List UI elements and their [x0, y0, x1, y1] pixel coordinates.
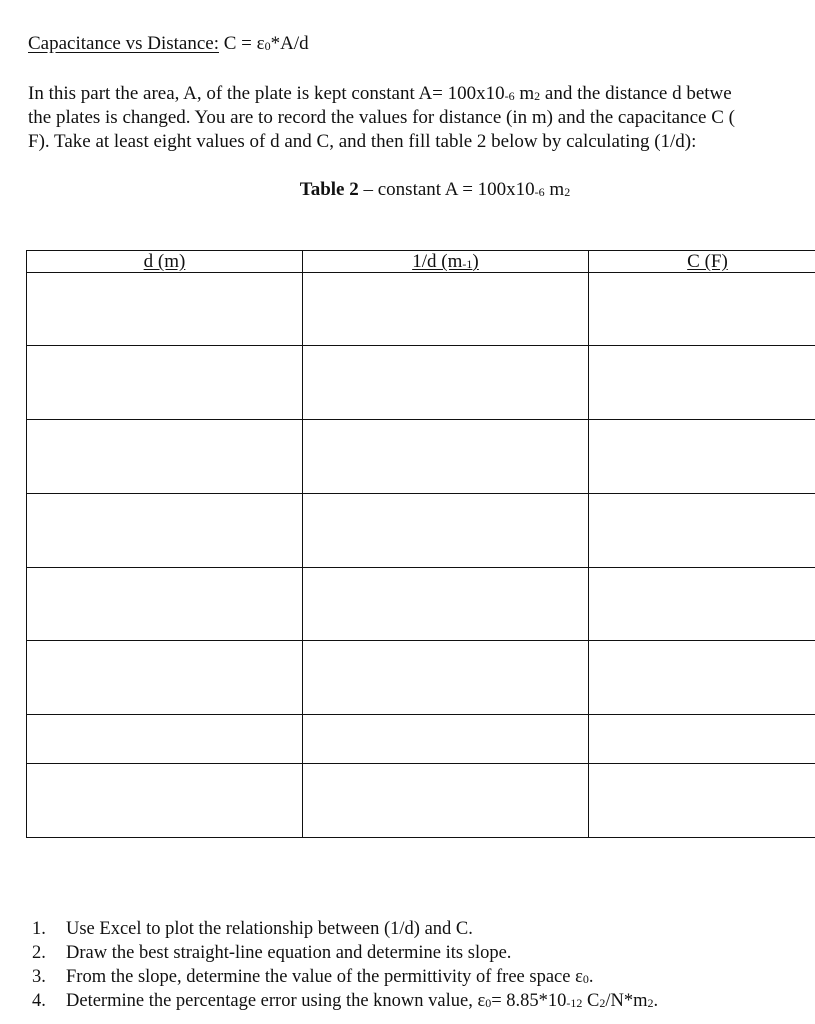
cell-inverse-distance[interactable]: [303, 568, 589, 641]
cell-capacitance[interactable]: [589, 764, 815, 838]
data-table: [26, 250, 815, 838]
table-row: [27, 764, 815, 838]
table-header-row: [27, 251, 815, 273]
table-row: [27, 494, 815, 568]
table-row: [27, 420, 815, 494]
list-item: 3. From the slope, determine the value of the permittivity of free space $\varepsilon_0$.: [32, 967, 594, 987]
cell-distance[interactable]: [27, 273, 303, 346]
table-row: [27, 273, 815, 346]
header-capacitance: C (F): [589, 251, 815, 273]
cell-inverse-distance[interactable]: [303, 273, 589, 346]
list-item: 4. Determine the percentage error using the known value, $\varepsilon_0= 8.85*10_{-12}$ $C_2/N*m_2$.: [32, 991, 659, 1011]
cell-distance[interactable]: [27, 764, 303, 838]
section-heading: [28, 32, 309, 56]
cell-capacitance[interactable]: [589, 420, 815, 494]
cell-inverse-distance[interactable]: [303, 715, 589, 764]
table-row: [27, 641, 815, 715]
heading-formula: $C = \varepsilon_0*A/d$: [223, 33, 309, 54]
cell-distance[interactable]: [27, 420, 303, 494]
table-row: [27, 568, 815, 641]
cell-capacitance[interactable]: [589, 715, 815, 764]
task-list: [28, 917, 815, 1013]
cell-distance[interactable]: [27, 715, 303, 764]
list-item: 1. Use Excel to plot the relationship between (1/d) and C.: [32, 919, 473, 939]
table-caption: Table 2 – constant $A = 100x10_{-6}$ $m_2$: [299, 179, 571, 200]
paragraph-line-1: In this part the area, A, of the plate is kept constant $A= 100x10_{-6}$ $m_2$ and the distance d betwe: [28, 83, 732, 104]
cell-inverse-distance[interactable]: [303, 420, 589, 494]
header-distance: d (m): [27, 251, 303, 273]
cell-capacitance[interactable]: [589, 273, 815, 346]
instructions-paragraph: [28, 82, 815, 154]
header-inverse-distance: 1/d $(m_{-1})$: [303, 251, 589, 273]
cell-inverse-distance[interactable]: [303, 641, 589, 715]
cell-capacitance[interactable]: [589, 641, 815, 715]
cell-distance[interactable]: [27, 346, 303, 420]
table-row: [27, 346, 815, 420]
cell-capacitance[interactable]: [589, 568, 815, 641]
cell-distance[interactable]: [27, 568, 303, 641]
cell-inverse-distance[interactable]: [303, 764, 589, 838]
cell-capacitance[interactable]: [589, 494, 815, 568]
cell-inverse-distance[interactable]: [303, 346, 589, 420]
paragraph-line-3: F). Take at least eight values of d and C, and then fill table 2 below by calculating (1/d):: [28, 131, 697, 152]
list-item: 2. Draw the best straight-line equation and determine its slope.: [32, 943, 512, 963]
cell-capacitance[interactable]: [589, 346, 815, 420]
table-row: [27, 715, 815, 764]
heading-title: Capacitance vs Distance:: [28, 33, 219, 54]
cell-inverse-distance[interactable]: [303, 494, 589, 568]
cell-distance[interactable]: [27, 641, 303, 715]
cell-distance[interactable]: [27, 494, 303, 568]
paragraph-line-2: the plates is changed. You are to record the values for distance (in m) and the capacitance C (: [28, 107, 735, 128]
